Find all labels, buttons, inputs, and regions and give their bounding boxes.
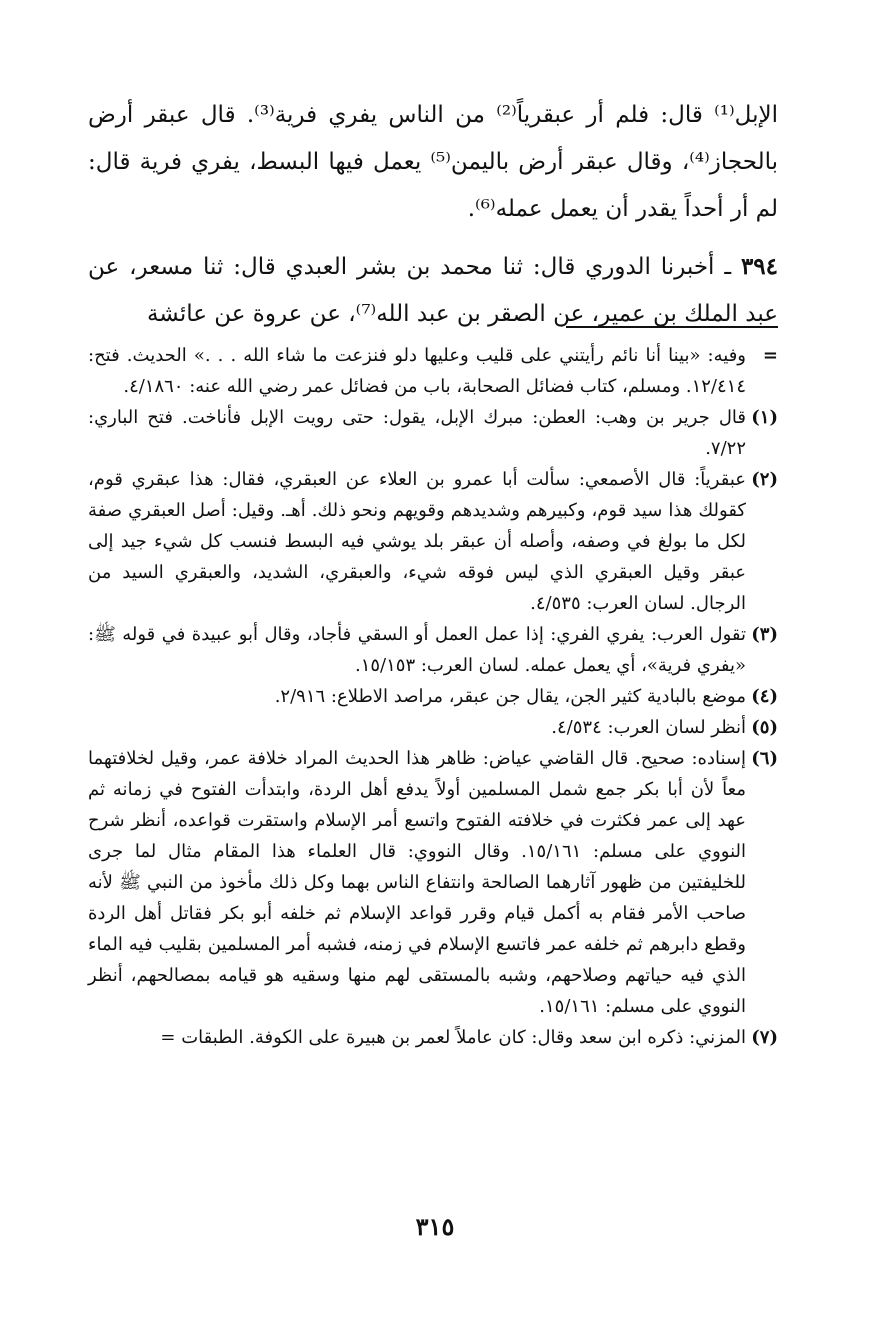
- footnote-marker: (١): [751, 407, 778, 428]
- footnote-4: [88, 681, 778, 712]
- footnote-1: [88, 402, 778, 464]
- footnote-2: [88, 464, 778, 619]
- footnote-text: المزني: ذكره ابن سعد وقال: كان عاملاً لعمر بن هبيرة على الكوفة. الطبقات =: [160, 1027, 746, 1048]
- footnote-3: [88, 619, 778, 681]
- footnote-5: [88, 712, 778, 743]
- footnote-marker: (٥): [751, 717, 778, 738]
- footnote-marker: (٧): [751, 1027, 778, 1048]
- footnote-marker: (٤): [751, 686, 778, 707]
- main-text: [88, 92, 778, 338]
- main-paragraph: الإبل⁽¹⁾ قال: فلم أر عبقرياً⁽²⁾ من الناس يفري فرية⁽³⁾. قال عبقر أرض بالحجاز⁽⁴⁾، وقال عبقر أرض باليمن⁽⁵⁾ يعمل فيها البسط، يفري فرية قال: لم أر أحداً يقدر أن يعمل عمله⁽⁶⁾.: [88, 102, 778, 222]
- footnote-text: عبقرياً: قال الأصمعي: سألت أبا عمرو بن العلاء عن العبقري، فقال: هذا عبقري قوم، كقولك هذا سيد قوم، وكبيرهم وشديدهم وقويهم ونحو ذلك. أهـ. وقيل: أصل العبقري صفة لكل ما بولغ في وصفه، وأصله أن عبقر بلد يوشي فيه البسط فنسب كل شيء جيد إلى عبقر وقيل العبقري الذي ليس فوقه شيء، والعبقري، الشديد، والعبقري السيد من الرجال. لسان العرب: ٤/٥٣٥.: [88, 469, 746, 614]
- footnote-6: [88, 743, 778, 1022]
- footnote-text: قال جرير بن وهب: العطن: مبرك الإبل، يقول: حتى رويت الإبل فأناخت. فتح الباري: ٧/٢٢.: [88, 407, 746, 459]
- footnote-text: موضع بالبادية كثير الجن، يقال جن عبقر، مراصد الاطلاع: ٢/٩١٦.: [274, 686, 746, 707]
- hadith-text: ـ أخبرنا الدوري قال: ثنا محمد بن بشر العبدي قال: ثنا مسعر، عن عبد الملك بن عمير، عن الصقر بن عبد الله⁽⁷⁾، عن عروة عن عائشة: [88, 254, 778, 327]
- hadith-number: ٣٩٤: [740, 253, 778, 280]
- footnote-marker: =: [762, 345, 778, 366]
- hadith-paragraph: [88, 243, 778, 338]
- footnotes: [88, 340, 778, 1053]
- footnote-marker: (٦): [751, 748, 778, 769]
- footnote-text: أنظر لسان العرب: ٤/٥٣٤.: [551, 717, 746, 738]
- footnote-7: [88, 1022, 778, 1053]
- footnote-continuation: [88, 340, 778, 402]
- footnote-text: تقول العرب: يفري الفري: إذا عمل العمل أو السقي فأجاد، وقال أبو عبيدة في قوله ﷺ: «يفري فرية»، أي يعمل عمله. لسان العرب: ١٥/١٥٣.: [88, 624, 746, 676]
- footnote-marker: (٣): [751, 624, 778, 645]
- footnote-text: إسناده: صحيح. قال القاضي عياض: ظاهر هذا الحديث المراد خلافة عمر، وقيل لخلافتهما معاً لأن أبا بكر جمع شمل المسلمين أولاً يدفع أهل الردة، وابتدأت الفتوح في زمانه ثم عهد إلى عمر فكثرت في خلافته الفتوح واتسع أمر الإسلام واستقرت قواعده، أنظر شرح النووي على مسلم: ١٥/١٦١. وقال النووي: قال العلماء هذا المقام مثال لما جرى للخليفتين من ظهور آثارهما الصالحة وانتفاع الناس بهما وكل ذلك مأخوذ من النبي ﷺ لأنه صاحب الأمر فقام به أكمل قيام وقرر قواعد الإسلام ثم خلفه أبو بكر فقاتل أهل الردة وقطع دابرهم ثم خلفه عمر فاتسع الإسلام في زمنه، فشبه أمر المسلمين بقليب فيه الماء الذي فيه حياتهم وصلاحهم، وشبه بالمستقى لهم منها وسقيه هو قيامه بمصالحهم، أنظر النووي على مسلم: ١٥/١٦١.: [88, 748, 746, 1017]
- footnote-text: وفيه: «بينا أنا نائم رأيتني على قليب وعليها دلو فنزعت ما شاء الله . . .» الحديث. فتح: ١٢/٤١٤. ومسلم، كتاب فضائل الصحابة، باب من فضائل عمر رضي الله عنه: ٤/١٨٦٠.: [88, 345, 746, 397]
- footnote-marker: (٢): [751, 469, 778, 490]
- page-number: ٣١٥: [415, 1212, 455, 1241]
- footnote-separator: [566, 326, 778, 328]
